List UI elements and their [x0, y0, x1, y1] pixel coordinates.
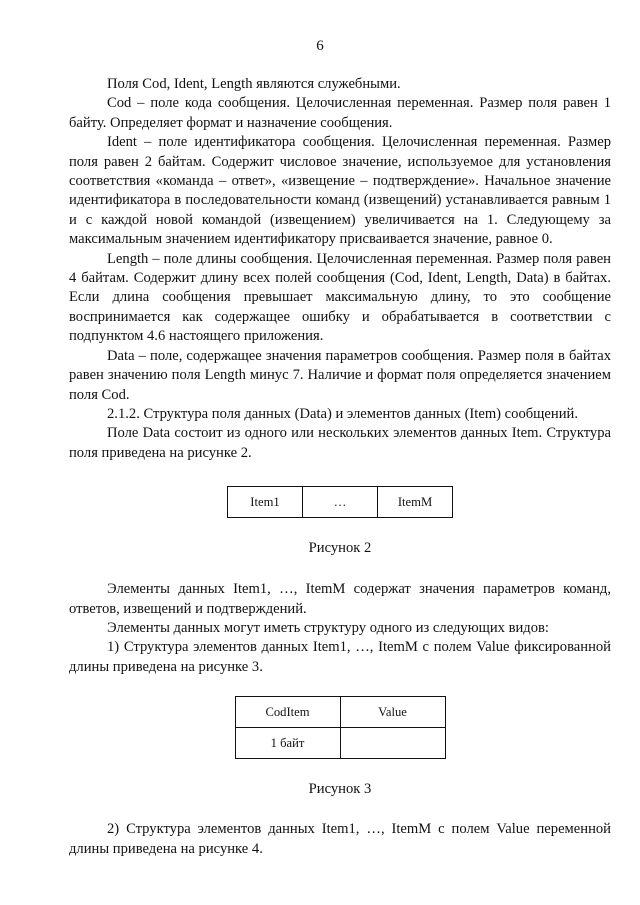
- figure-2-table: [227, 486, 453, 518]
- page-number: 6: [316, 38, 324, 54]
- figure-3-table: [235, 696, 446, 759]
- figure-3-cell-size: 1 байт: [235, 728, 340, 759]
- paragraph: Элементы данных Item1, …, ItemM содержат значения параметров команд, ответов, извещений и подтверждений.: [69, 581, 611, 617]
- figure-3-header-coditem: CodItem: [235, 697, 340, 728]
- paragraph: Поле Data состоит из одного или нескольких элементов данных Item. Структура поля приведена на рисунке 2.: [69, 425, 611, 461]
- figure-2-caption: Рисунок 2: [308, 540, 372, 557]
- paragraph: Cod – поле кода сообщения. Целочисленная переменная. Размер поля равен 1 байту. Определяет формат и назначение сообщения.: [69, 95, 611, 131]
- paragraph: 2) Структура элементов данных Item1, …, ItemM с полем Value переменной длины приведена на рисунке 4.: [69, 821, 611, 857]
- paragraph: Data – поле, содержащее значения параметров сообщения. Размер поля в байтах равен значению поля Length минус 7. Наличие и формат поля определяется значением поля Cod.: [69, 347, 611, 403]
- figure-3-cell-empty: [340, 728, 445, 759]
- figure-2-cell-itemm: ItemM: [378, 487, 453, 518]
- paragraph: Length – поле длины сообщения. Целочисленная переменная. Размер поля равен 4 байтам. Содержит длину всех полей сообщения (Cod, Ident, Length, Data) в байтах. Если длина сообщения превышает максимальную длину, то это сообщение воспринимается как содержащее ошибку и обрабатывается в соответствии с подпунктом 4.6 настоящего приложения.: [69, 250, 611, 345]
- page-content: [69, 75, 611, 859]
- paragraph: Элементы данных могут иметь структуру одного из следующих видов:: [107, 619, 549, 636]
- section-heading: 2.1.2. Структура поля данных (Data) и элементов данных (Item) сообщений.: [107, 405, 578, 422]
- figure-2-cell-item1: Item1: [228, 487, 303, 518]
- paragraph: Ident – поле идентификатора сообщения. Целочисленная переменная. Размер поля равен 2 байтам. Содержит числовое значение, используемое для установления соответствия «команда – ответ», «извещение – подтверждение». Начальное значение идентификатора в последовательности команд (извещений) устанавливается равным 1 и с каждой новой командой (извещением) увеличивается на 1. Следующему за максимальным значением идентификатору присваивается значение, равное 0.: [69, 134, 611, 248]
- paragraph: Поля Cod, Ident, Length являются служебными.: [107, 76, 401, 92]
- figure-2: [69, 486, 611, 518]
- figure-3-caption: Рисунок 3: [308, 781, 372, 798]
- figure-2-cell-ellipsis: …: [303, 487, 378, 518]
- figure-3-header-value: Value: [340, 697, 445, 728]
- paragraph: 1) Структура элементов данных Item1, …, ItemM с полем Value фиксированной длины приведена на рисунке 3.: [69, 639, 611, 675]
- figure-3: [69, 696, 611, 759]
